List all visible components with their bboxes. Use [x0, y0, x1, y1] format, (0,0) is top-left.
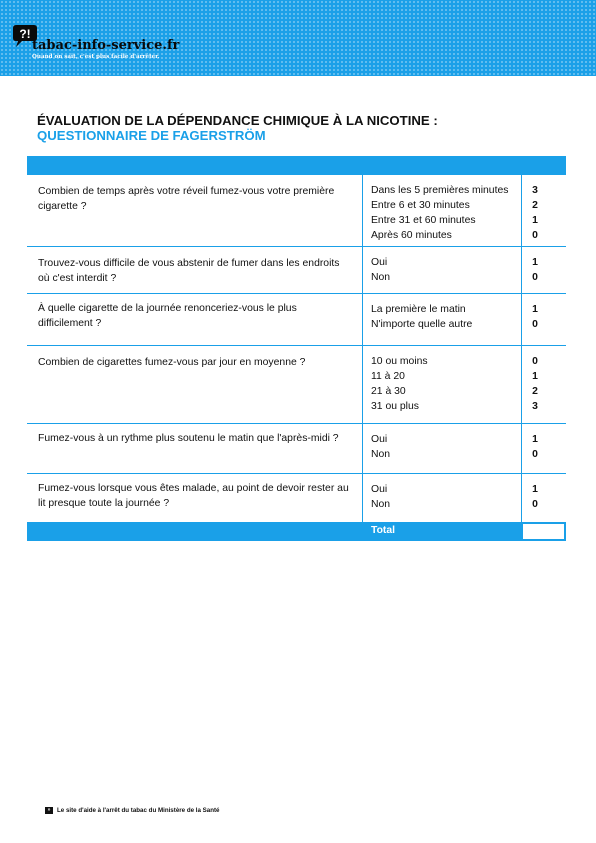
- answer-option[interactable]: Oui: [371, 434, 388, 445]
- answer-options: [371, 183, 508, 243]
- column-divider: [362, 424, 363, 473]
- logo-name: tabac-info-service.fr: [32, 38, 180, 53]
- answer-option[interactable]: 11 à 20: [371, 371, 405, 382]
- column-divider: [521, 247, 522, 293]
- column-divider: [521, 175, 522, 246]
- answer-options: [371, 354, 428, 414]
- answer-option[interactable]: Après 60 minutes: [371, 230, 452, 241]
- points-value: 1: [532, 215, 538, 226]
- site-logo[interactable]: [12, 16, 212, 66]
- answer-points: [530, 432, 540, 462]
- question-text: Combien de cigarettes fumez-vous par jour en moyenne ?: [38, 357, 306, 368]
- page-subtitle: QUESTIONNAIRE DE FAGERSTRÖM: [37, 128, 266, 143]
- question-text: À quelle cigarette de la journée renonceriez-vous le plus difficilement ?: [38, 303, 297, 329]
- points-value: 0: [532, 356, 538, 367]
- answer-option[interactable]: Non: [371, 272, 391, 283]
- column-divider: [362, 294, 363, 345]
- column-divider: [521, 424, 522, 473]
- footer: [45, 807, 220, 814]
- column-divider: [362, 474, 363, 522]
- points-value: 1: [532, 257, 538, 268]
- answer-option[interactable]: Entre 6 et 30 minutes: [371, 200, 470, 211]
- answer-option[interactable]: Non: [371, 499, 391, 510]
- points-value: 1: [532, 434, 538, 445]
- table-row: [27, 294, 566, 346]
- answer-option[interactable]: La première le matin: [371, 304, 466, 315]
- answer-points: [530, 183, 540, 243]
- answer-points: [530, 354, 540, 414]
- answer-points: [530, 482, 540, 512]
- header-banner: [0, 0, 596, 76]
- points-value: 0: [532, 319, 538, 330]
- points-value: 0: [532, 230, 538, 241]
- logo-tagline: Quand on sait, c'est plus facile d'arrêter.: [32, 54, 160, 60]
- points-value: 0: [532, 499, 538, 510]
- answer-options: [371, 302, 472, 332]
- points-value: 2: [532, 386, 538, 397]
- points-value: 3: [532, 185, 538, 196]
- page-title: ÉVALUATION DE LA DÉPENDANCE CHIMIQUE À LA NICOTINE :: [37, 113, 438, 128]
- total-label: Total: [371, 525, 396, 536]
- table-row: [27, 247, 566, 294]
- answer-points: [530, 302, 540, 332]
- double-arrow-icon: »: [45, 807, 53, 814]
- column-divider: [362, 247, 363, 293]
- fagerstrom-table: [27, 156, 566, 541]
- question-text: Fumez-vous à un rythme plus soutenu le matin que l'après-midi ?: [38, 433, 339, 444]
- points-value: 0: [532, 449, 538, 460]
- table-row: [27, 424, 566, 474]
- table-header-bar: [27, 156, 566, 175]
- question-text: Combien de temps après votre réveil fumez-vous votre première cigarette ?: [38, 186, 335, 212]
- total-row: [27, 522, 566, 541]
- answer-option[interactable]: 31 ou plus: [371, 401, 419, 412]
- answer-points: [530, 255, 540, 285]
- points-value: 1: [532, 484, 538, 495]
- answer-option[interactable]: Oui: [371, 257, 388, 268]
- points-value: 1: [532, 304, 538, 315]
- points-value: 3: [532, 401, 538, 412]
- total-score-field[interactable]: [523, 524, 564, 539]
- answer-option[interactable]: Entre 31 et 60 minutes: [371, 215, 476, 226]
- points-value: 0: [532, 272, 538, 283]
- points-value: 1: [532, 371, 538, 382]
- answer-options: [371, 482, 390, 512]
- footer-text: Le site d'aide à l'arrêt du tabac du Ministère de la Santé: [57, 807, 220, 815]
- column-divider: [521, 474, 522, 522]
- answer-option[interactable]: Oui: [371, 484, 388, 495]
- column-divider: [362, 346, 363, 423]
- table-row: [27, 175, 566, 247]
- answer-option[interactable]: Dans les 5 premières minutes: [371, 185, 509, 196]
- column-divider: [521, 346, 522, 423]
- answer-option[interactable]: Non: [371, 449, 391, 460]
- answer-option[interactable]: N'importe quelle autre: [371, 319, 473, 330]
- answer-options: [371, 255, 390, 285]
- column-divider: [362, 175, 363, 246]
- logo-mark: ?!: [19, 27, 31, 41]
- answer-option[interactable]: 10 ou moins: [371, 356, 428, 367]
- column-divider: [521, 294, 522, 345]
- answer-options: [371, 432, 390, 462]
- table-row: [27, 474, 566, 522]
- points-value: 2: [532, 200, 538, 211]
- question-text: Fumez-vous lorsque vous êtes malade, au point de devoir rester au lit presque toute la journée ?: [38, 483, 349, 509]
- table-row: [27, 346, 566, 424]
- question-text: Trouvez-vous difficile de vous abstenir de fumer dans les endroits où c'est interdit ?: [38, 258, 340, 284]
- answer-option[interactable]: 21 à 30: [371, 386, 406, 397]
